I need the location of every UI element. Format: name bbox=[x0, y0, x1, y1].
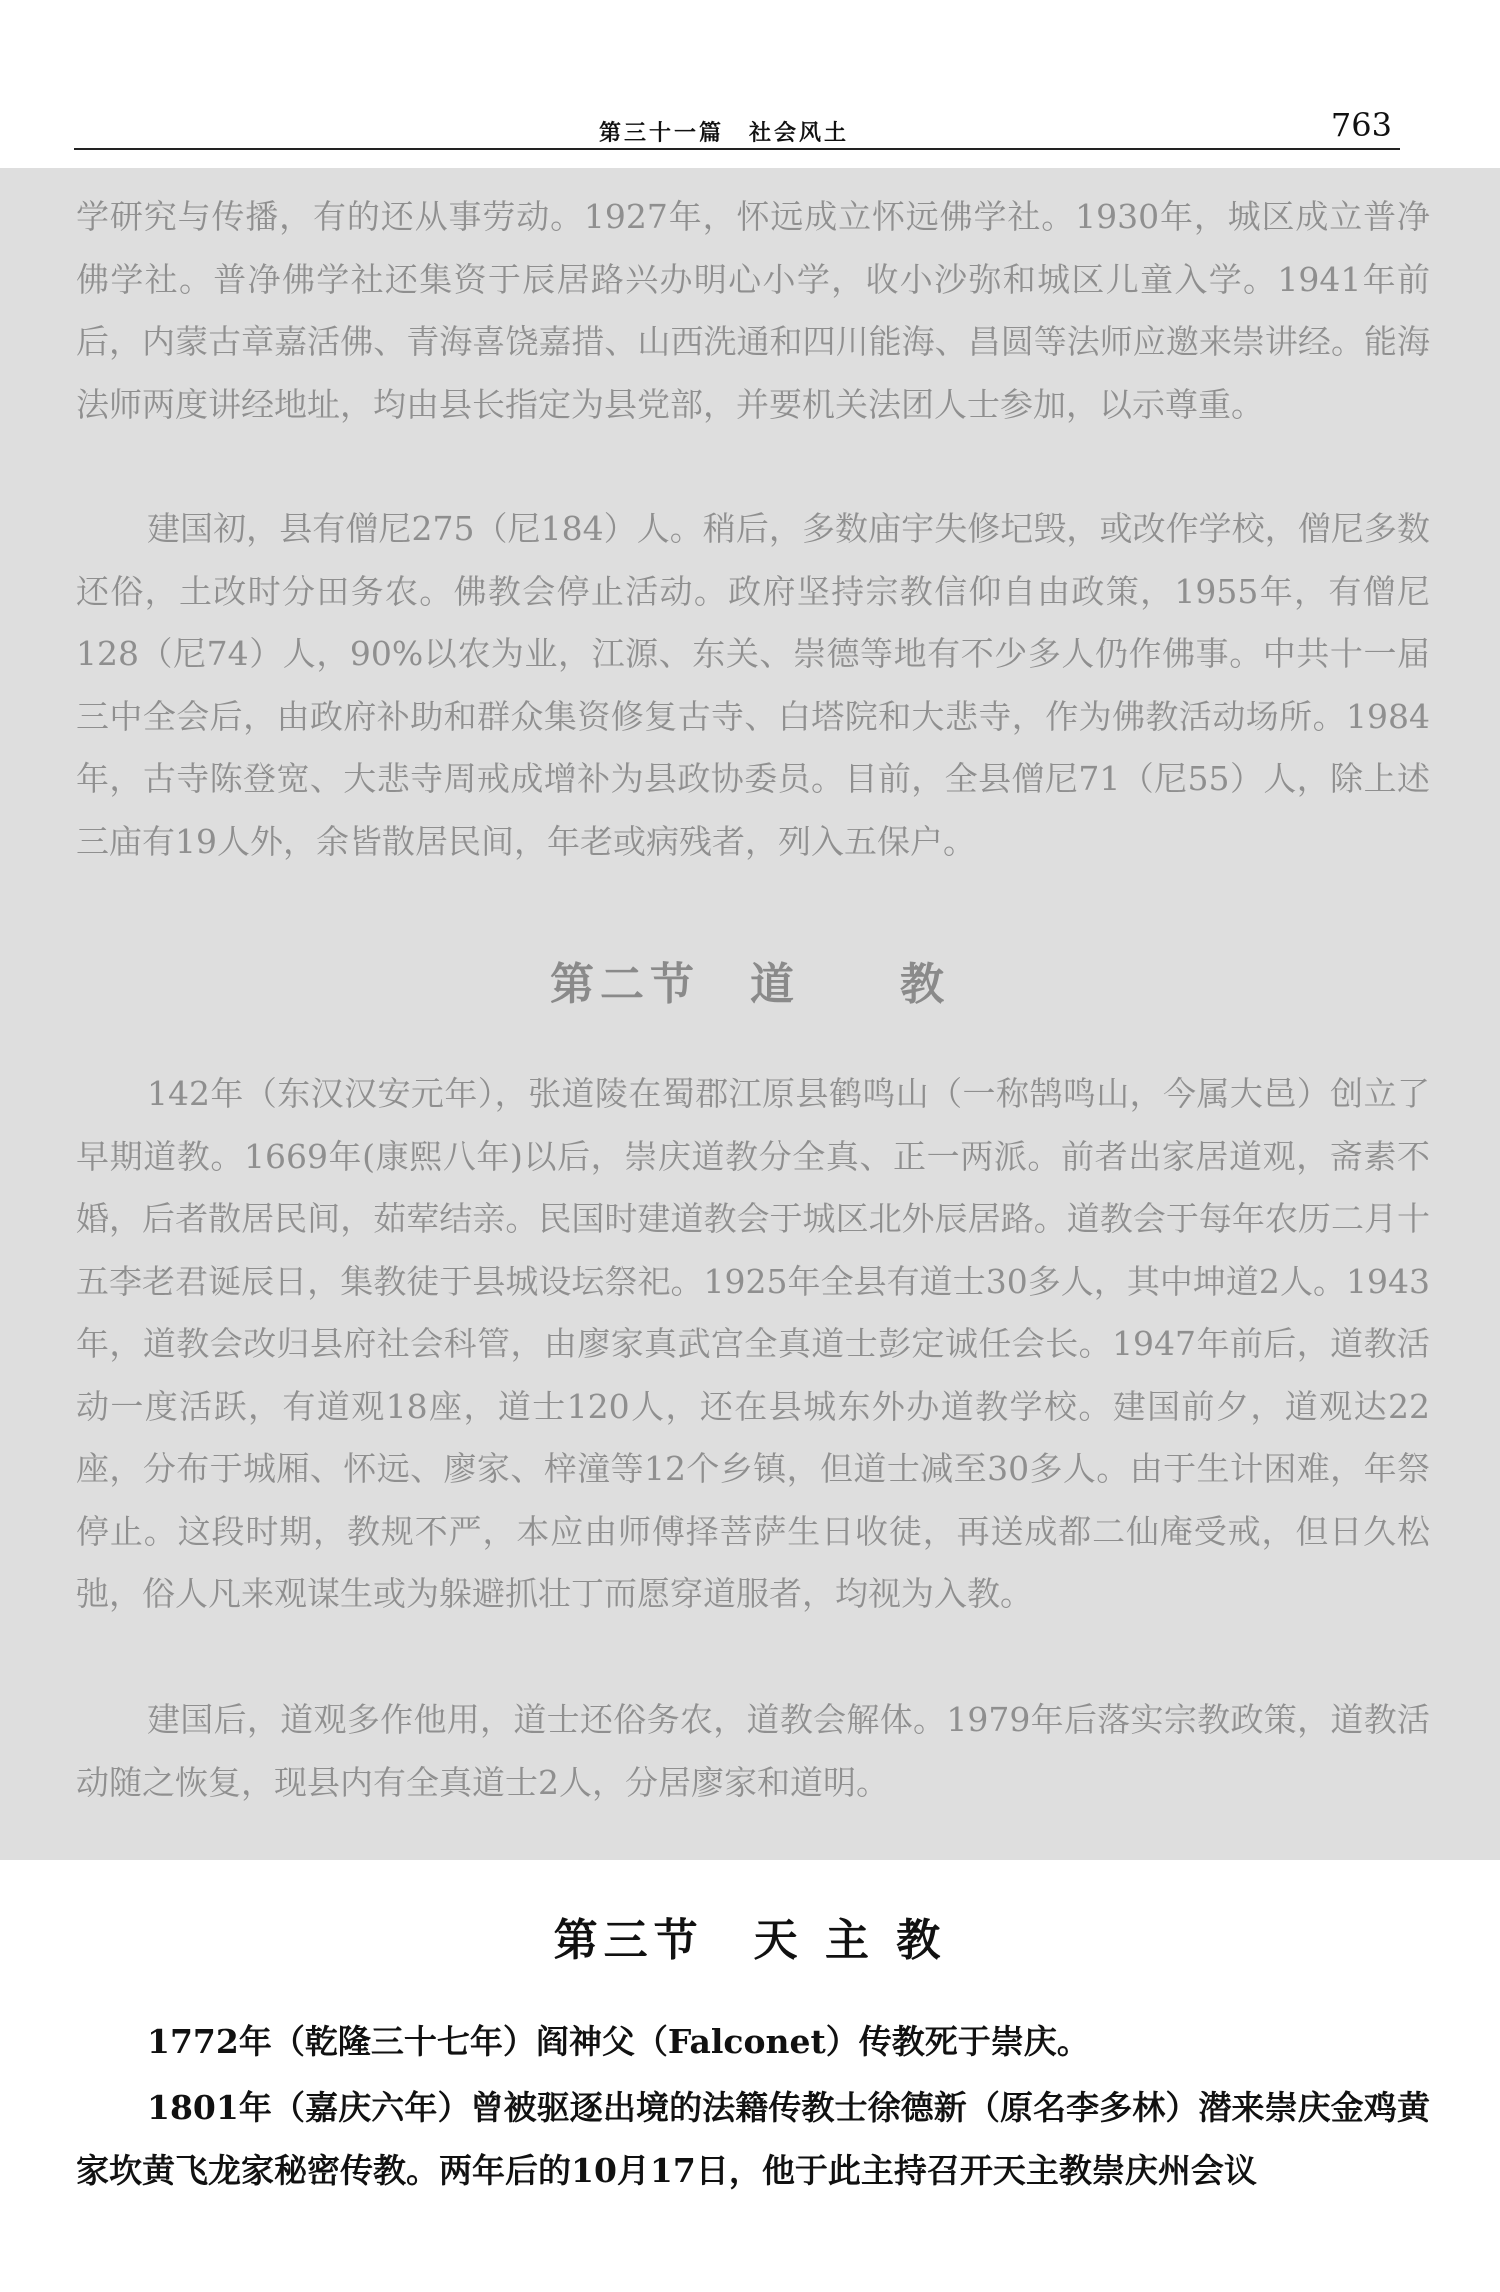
header-title: 第三十一篇 社会风土 bbox=[599, 121, 850, 146]
section-title-catholicism: 第三节 天 主 教 bbox=[553, 1915, 947, 1966]
running-header bbox=[74, 100, 1400, 150]
section-title-taoism: 第二节 道 教 bbox=[550, 959, 950, 1010]
taoism-paragraph-1: 142年（东汉汉安元年），张道陵在蜀郡江原县鹤鸣山（一称鹄鸣山，今属大邑）创立了早期道教。1669年(康熙八年)以后，崇庆道教分全真、正一两派。前者出家居道观，斋素不婚，后者散居民间，茹荤结亲。民国时建道教会于城区北外辰居路。道教会于每年农历二月十五李老君诞辰日，集教徒于县城设坛祭祀。1925年全县有道士30多人，其中坤道2人。1943年，道教会改归县府社会科管，由廖家真武宫全真道士彭定诚任会长。1947年前后，道教活动一度活跃，有道观18座，道士120人，还在县城东外办道教学校。建国前夕，道观达22座，分布于城厢、怀远、廖家、梓潼等12个乡镇，但道士减至30多人。由于生计困难，年祭停止。这段时期，教规不严，本应由师傅择菩萨生日收徒，再送成都二仙庵受戒，但日久松弛，俗人凡来观谋生或为躲避抓壮丁而愿穿道服者，均视为入教。 bbox=[76, 1074, 1430, 1613]
buddhism-paragraph-1: 学研究与传播，有的还从事劳动。1927年，怀远成立怀远佛学社。1930年，城区成立普净佛学社。普净佛学社还集资于辰居路兴办明心小学，收小沙弥和城区儿童入学。1941年前后，内蒙古章嘉活佛、青海喜饶嘉措、山西洗通和四川能海、昌圆等法师应邀来崇讲经。能海法师两度讲经地址，均由县长指定为县党部，并要机关法团人士参加，以示尊重。 bbox=[76, 197, 1430, 424]
catholicism-paragraph-2: 1801年（嘉庆六年）曾被驱逐出境的法籍传教士徐德新（原名李多林）潜来崇庆金鸡黄家坎黄飞龙家秘密传教。两年后的10月17日，他于此主持召开天主教崇庆州会议 bbox=[76, 2088, 1430, 2190]
catholicism-paragraph-1: 1772年（乾隆三十七年）阎神父（Falconet）传教死于崇庆。 bbox=[147, 2022, 1090, 2061]
page-number: 763 bbox=[1330, 106, 1392, 144]
taoism-paragraph-2: 建国后，道观多作他用，道士还俗务农，道教会解体。1979年后落实宗教政策，道教活动随之恢复，现县内有全真道士2人，分居廖家和道明。 bbox=[76, 1700, 1430, 1802]
header-rule bbox=[74, 148, 1400, 150]
buddhism-paragraph-2: 建国初，县有僧尼275（尼184）人。稍后，多数庙宇失修圮毁，或改作学校，僧尼多数还俗，土改时分田务农。佛教会停止活动。政府坚持宗教信仰自由政策，1955年，有僧尼128（尼74）人，90%以农为业，江源、东关、崇德等地有不少多人仍作佛事。中共十一届三中全会后，由政府补助和群众集资修复古寺、白塔院和大悲寺，作为佛教活动场所。1984年，古寺陈登宽、大悲寺周戒成增补为县政协委员。目前，全县僧尼71（尼55）人，除上述三庙有19人外，余皆散居民间，年老或病残者，列入五保户。 bbox=[76, 509, 1430, 861]
